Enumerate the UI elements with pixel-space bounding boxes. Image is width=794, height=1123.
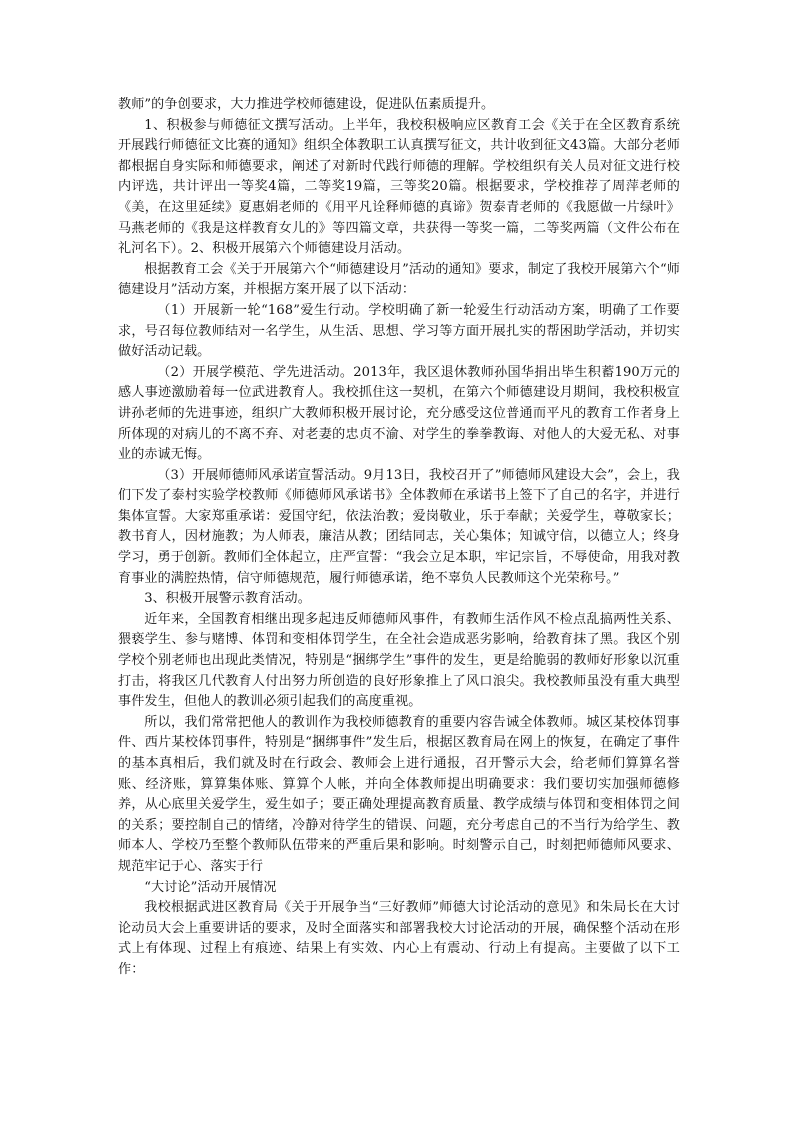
paragraph-pledge: （3）开展师德师风承诺宣誓活动。9月13日，我校召开了”师德师风建设大会”，会上，我们下发了泰村实验学校教师《师德师风承诺书》全体教师在承诺书上签下了自己的名字，并进行集体宣誓。大家郑重承诺：爱国守纪，依法治教；爱岗敬业，乐于奉献；关爱学生，尊敬家长；教书育人，因材施教；为人师表，廉洁从教；团结同志，关心集体；知诚守信，以德立人；终身学习，勇于创新。教师们全体起立，庄严宣誓：“我会立足本职，牢记宗旨，不辱使命，用我对教育事业的满腔热情，信守师德规范，履行师德承诺，绝不辜负人民教师这个光荣称号。” xyxy=(118,467,680,586)
paragraph-discussion-heading: “大讨论”活动开展情况 xyxy=(144,879,277,895)
paragraph-essay-activity: 1、积极参与师德征文撰写活动。上半年，我校积极响应区教育工会《关于在全区教育系统开展践行师德征文比赛的通知》组织全体教职工认真撰写征文，共计收到征文43篇。大部分老师都根据自身实际和师德要求，阐述了对新时代践行师德的理解。学校组织有关人员对征文进行校内评选，共计评出一等奖4篇，二等奖19篇，三等奖20篇。根据要求，学校推荐了周萍老师的《美，在这里延续》夏惠娟老师的《用平凡诠释师德的真谛》贺泰青老师的《我愿做一片绿叶》马燕老师的《我是这样教育女儿的》等四篇文章，共获得一等奖一篇，二等奖两篇（文件公布在礼河名下）。2、积极开展第六个师德建设月活动。 xyxy=(118,117,680,257)
paragraph-intro-continuation: 教师”的争创要求，大力推进学校师德建设，促进队伍素质提升。 xyxy=(118,97,495,112)
document-body xyxy=(118,95,680,981)
paragraph-warning-background: 近年来，全国教育相继出现多起违反师德师风事件，有教师生活作风不检点乱搞两性关系、猥亵学生、参与赌博、体罚和变相体罚学生，在全社会造成恶劣影响，给教育抹了黑。我区个别学校个别老师也出现此类情况，特别是“捆绑学生”事件的发生，更是给脆弱的教师好形象以沉重打击，将我区几代教育人付出努力所创造的良好形象推上了风口浪尖。我校教师虽没有重大典型事件发生，但他人的教训必须引起我们的高度重视。 xyxy=(118,611,680,710)
paragraph-discussion-body: 我校根据武进区教育局《关于开展争当“三好教师”师德大讨论活动的意见》和朱局长在大讨论动员大会上重要讲话的要求，及时全面落实和部署我校大讨论活动的开展，确保整个活动在形式上有体现、过程上有痕迹、结果上有实效、内心上有震动、行动上有提高。主要做了以下工作： xyxy=(118,900,680,977)
paragraph-care-action: （1）开展新一轮“168”爱生行动。学校明确了新一轮爱生行动活动方案，明确了工作要求，号召每位教师结对一名学生，从生活、思想、学习等方面开展扎实的帮困助学活动，并切实做好活动记载。 xyxy=(118,302,680,360)
paragraph-warning-heading: 3、积极开展警示教育活动。 xyxy=(144,591,311,607)
paragraph-warning-measures: 所以，我们常常把他人的教训作为我校师德教育的重要内容告诫全体教师。城区某校体罚事件、西片某校体罚事件，特别是“捆绑事件”发生后，根据区教育局在网上的恢复，在确定了事件的基本真相后，我们就及时在行政会、教师会上进行通报，召开警示大会，给老师们算算名誉账、经济账，算算集体账、算算个人帐，并向全体教师提出明确要求：我们要切实加强师德修养，从心底里关爱学生，爱生如子；要正确处理提高教育质量、教学成绩与体罚和变相体罚之间的关系；要控制自己的情绪，冷静对待学生的错误、问题，充分考虑自己的不当行为给学生、教师本人、学校乃至整个教师队伍带来的严重后果和影响。时刻警示自己，时刻把师德师风要求、规范牢记于心、落实于行 xyxy=(118,714,680,874)
paragraph-ethics-month-plan: 根据教育工会《关于开展第六个“师德建设月”活动的通知》要求，制定了我校开展第六个“师德建设月”活动方案，并根据方案开展了以下活动： xyxy=(118,261,680,298)
paragraph-role-model: （2）开展学模范、学先进活动。2013年，我区退休教师孙国华捐出毕生积蓄190万元的感人事迹激励着每一位武进教育人。我校抓住这一契机，在第六个师德建设月期间，我校积极宣讲孙老师的先进事迹，组织广大教师积极开展讨论，充分感受这位普通而平凡的教育工作者身上所体现的对病儿的不离不弃、对老妻的忠贞不渝、对学生的拳拳教诲、对他人的大爱无私、对事业的赤诚无悔。 xyxy=(118,364,680,463)
